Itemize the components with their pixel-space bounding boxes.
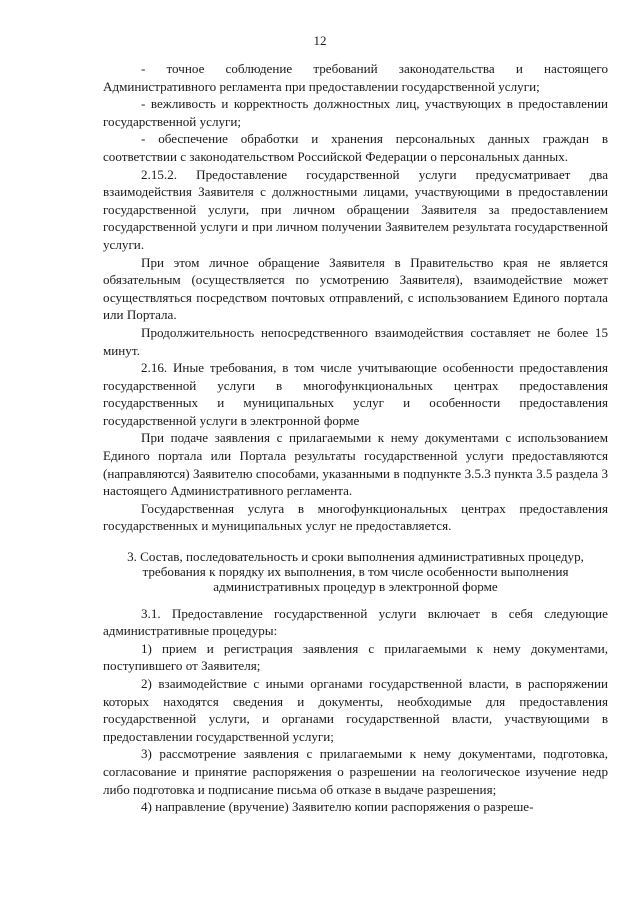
paragraph: Государственная услуга в многофункциональных центрах предоставления государственных и муниципальных услуг не предоставляется. [103, 500, 608, 534]
paragraph: - вежливость и корректность должностных лиц, участвующих в предоставлении государственной услуги; [103, 96, 608, 129]
paragraph: - обеспечение обработки и хранения персональных данных граждан в соответствии с законодательством Российской Федерации о персональных данных. [103, 131, 608, 164]
paragraph: 2.16. Иные требования, в том числе учитывающие особенности предоставления государственной услуги в многофункциональных центрах предоставления государственных и муниципальных услуг и особенности предоставления государственной услуги в электронной форме [103, 360, 608, 428]
paragraph: - точное соблюдение требований законодательства и настоящего Административного регламента при предоставлении государственной услуги; [103, 61, 608, 94]
section-heading: 3. Состав, последовательность и сроки выполнения административных процедур, требования к порядку их выполнения, в том числе особенности выполнения административных процедур в электронной форме [127, 549, 584, 595]
list-item: 4) направление (вручение) Заявителю копии распоряжения о разреше- [141, 799, 534, 815]
paragraph: Продолжительность непосредственного взаимодействия составляет не более 15 минут. [103, 324, 608, 358]
document-body [103, 60, 608, 816]
paragraph: При подаче заявления с прилагаемыми к нему документами с использованием Единого портала или Портала результаты государственной услуги предоставляются (направляются) Заявителю способами, указанными в подпункте 3.5.3 пункта 3.5 раздела 3 настоящего Административного регламента. [103, 430, 608, 499]
paragraph: При этом личное обращение Заявителя в Правительство края не является обязательным (осуществляется по усмотрению Заявителя), взаимодействие может осуществляться посредством почтовых отправлений, с использованием Единого портала или Портала. [103, 254, 608, 323]
paragraph: 3.1. Предоставление государственной услуги включает в себя следующие административные процедуры: [103, 605, 608, 639]
paragraph: 2.15.2. Предоставление государственной услуги предусматривает два взаимодействия Заявителя с должностными лицами, участвующими в предоставлении государственной услуги, при личном обращении Заявителя за предоставлением государственной услуги и при личном получении Заявителем результата государственной услуги. [103, 166, 608, 252]
list-item: 1) прием и регистрация заявления с прилагаемыми к нему документами, поступившего от Заявителя; [103, 640, 608, 674]
list-item: 3) рассмотрение заявления с прилагаемыми к нему документами, подготовка, согласование и принятие распоряжения о разрешении на геологическое изучение недр либо подготовка и подписание письма об отказе в выдаче разрешения; [103, 746, 608, 797]
list-item: 2) взаимодействие с иными органами государственной власти, в распоряжении которых находятся сведения и документы, необходимые для предоставления государственной услуги, и органами государственной власти, участвующими в предоставлении государственной услуги; [103, 676, 608, 744]
page-number: 12 [313, 33, 327, 48]
